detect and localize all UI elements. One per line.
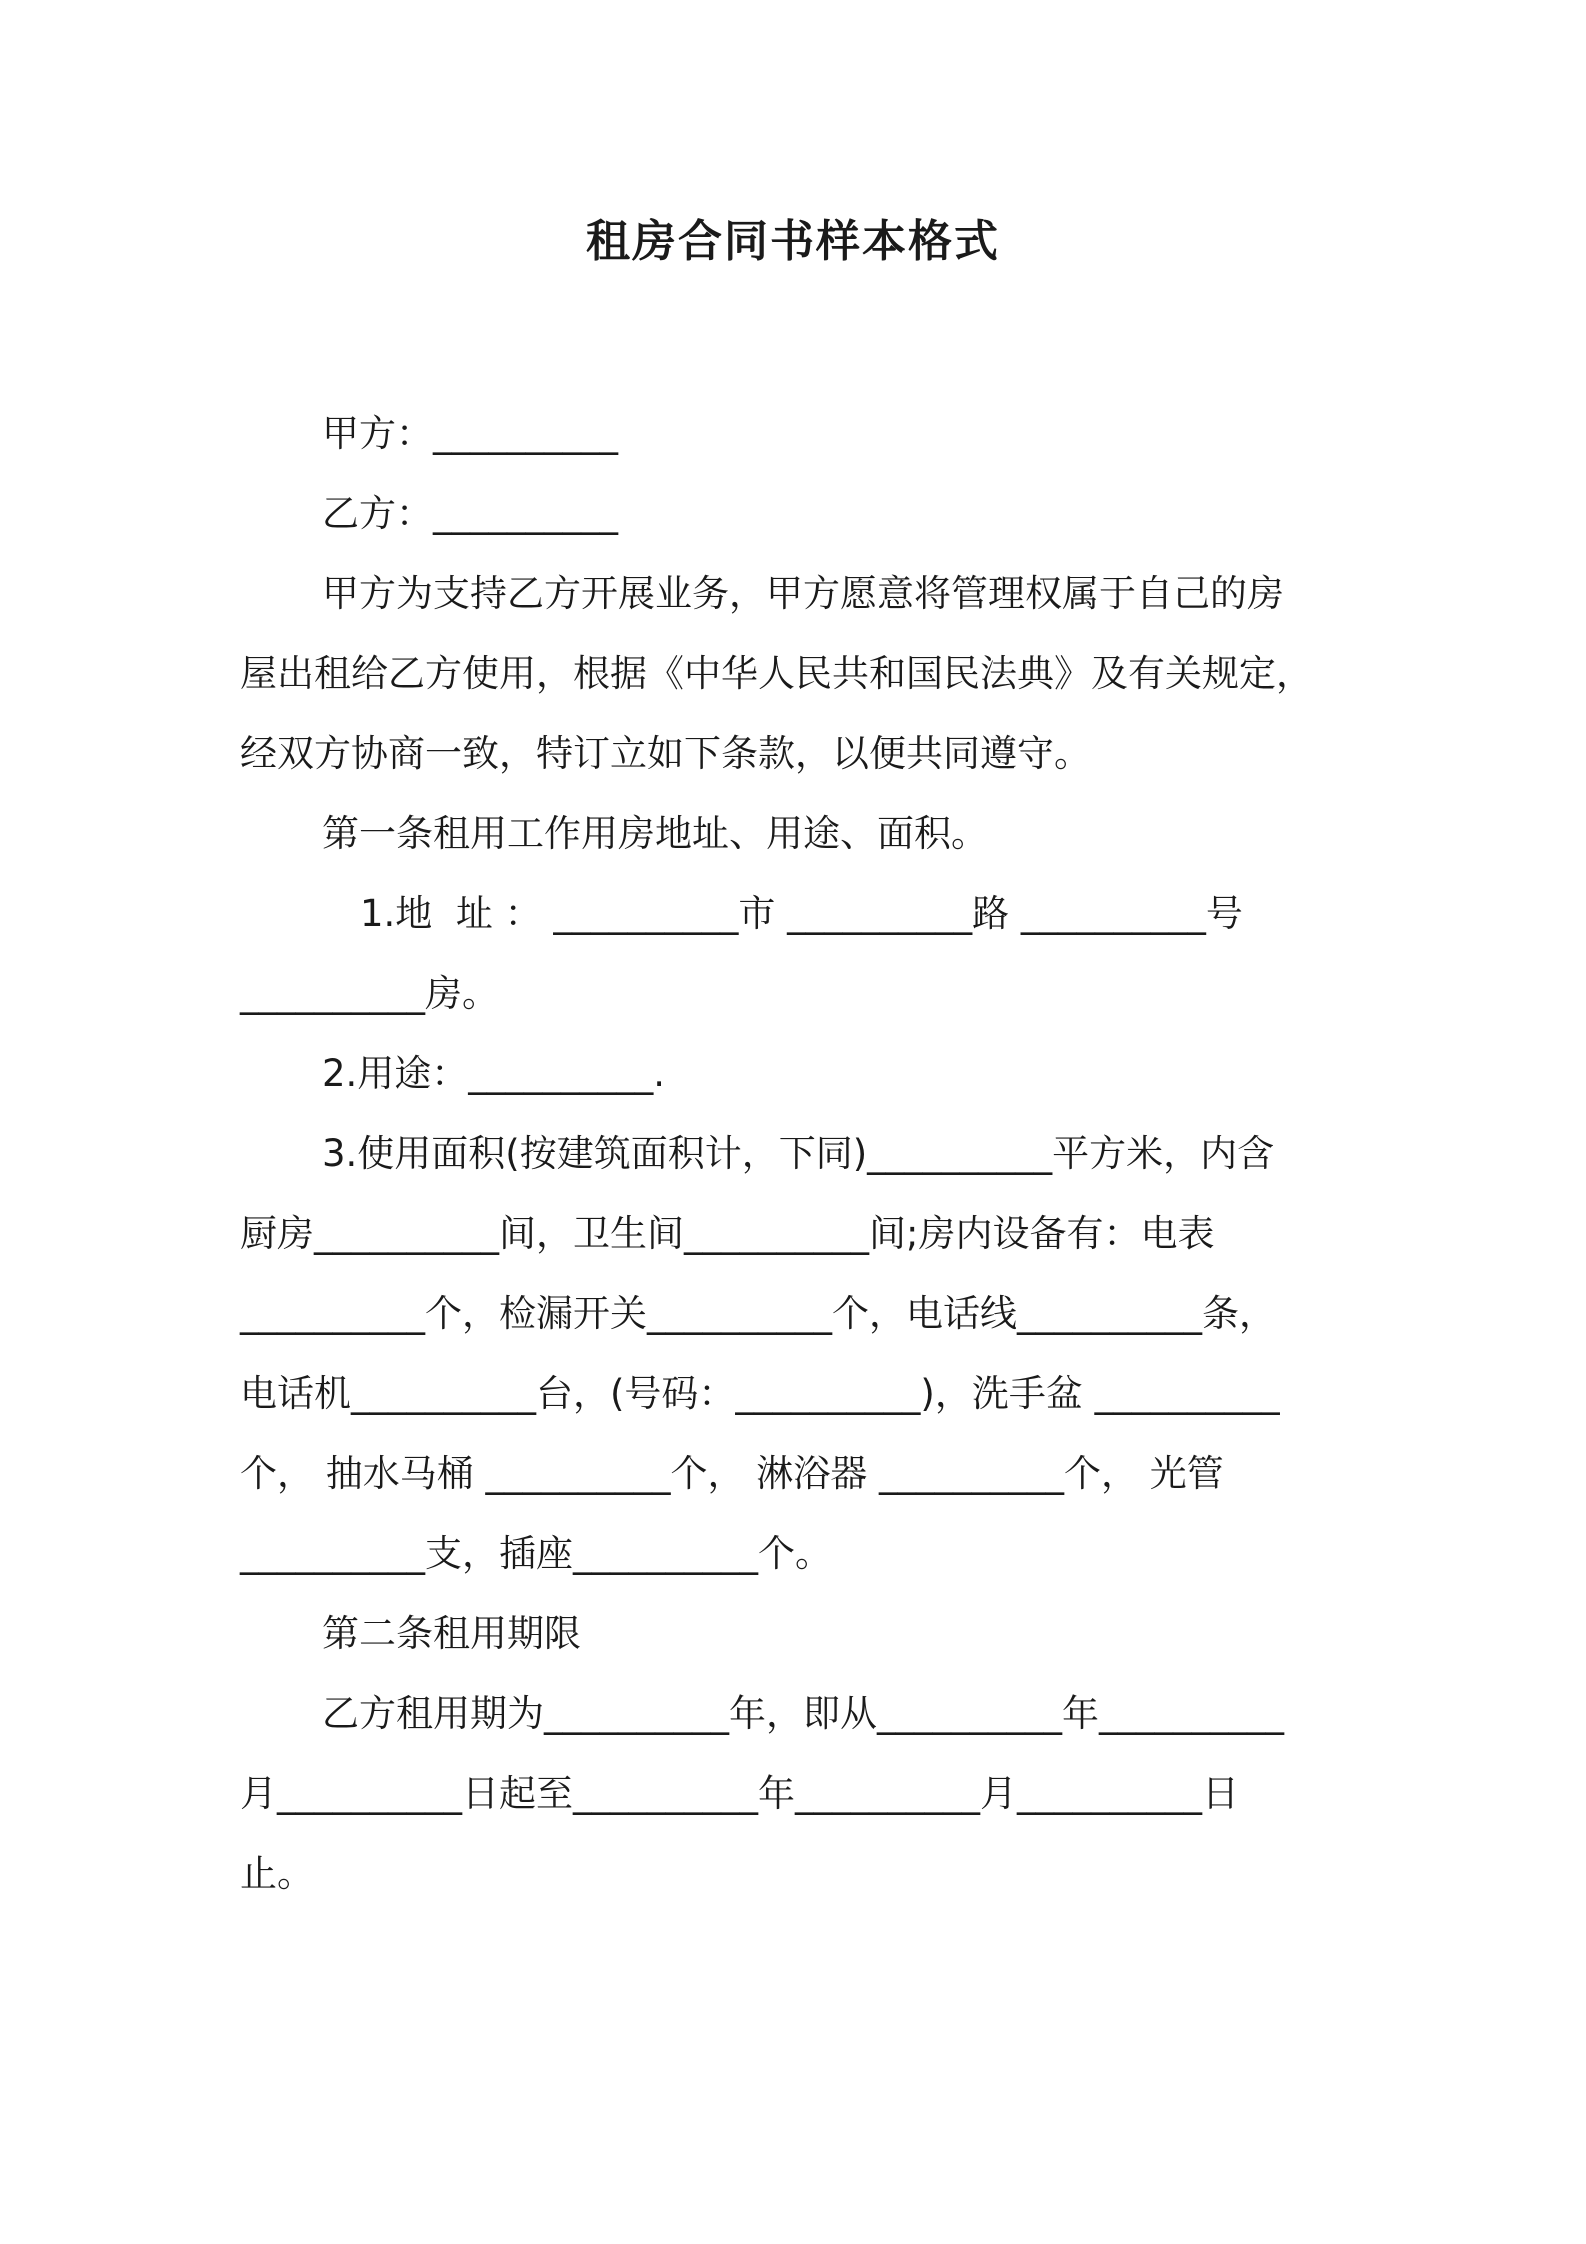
address-line-cont: __________房。 — [240, 972, 499, 1015]
area-line-4: 电话机__________台，(号码：__________)，洗手盆 __________ — [240, 1372, 1280, 1415]
area-line-5: 个， 抽水马桶 __________个， 淋浴器 __________个， 光管 — [240, 1452, 1224, 1495]
party-a-line: 甲方：__________ — [322, 412, 618, 455]
area-line-2: 厨房__________间，卫生间__________间;房内设备有：电表 — [240, 1212, 1215, 1255]
area-line-3: __________个，检漏开关__________个，电话线__________条， — [240, 1292, 1276, 1335]
preamble-line-2: 屋出租给乙方使用，根据《中华人民共和国民法典》及有关规定， — [240, 652, 1313, 695]
term-line-1: 乙方租用期为__________年，即从__________年__________ — [322, 1692, 1284, 1735]
preamble-line-3: 经双方协商一致，特订立如下条款，以便共同遵守。 — [240, 732, 1091, 775]
document-title: 租房合同书样本格式 — [586, 216, 1000, 267]
usage-line: 2.用途：__________. — [322, 1052, 666, 1095]
term-line-3: 止。 — [240, 1852, 314, 1895]
preamble-line-1: 甲方为支持乙方开展业务，甲方愿意将管理权属于自己的房 — [322, 572, 1284, 615]
article-2-heading: 第二条租用期限 — [322, 1612, 581, 1655]
address-line: 1.地 址 ： __________市 __________路 __________号 — [360, 892, 1243, 935]
article-1-heading: 第一条租用工作用房地址、用途、面积。 — [322, 812, 988, 855]
area-line-1: 3.使用面积(按建筑面积计，下同)__________平方米，内含 — [322, 1132, 1275, 1175]
term-line-2: 月__________日起至__________年__________月__________日 — [240, 1772, 1239, 1815]
party-b-line: 乙方：__________ — [322, 492, 618, 535]
area-line-6: __________支，插座__________个。 — [240, 1532, 832, 1575]
